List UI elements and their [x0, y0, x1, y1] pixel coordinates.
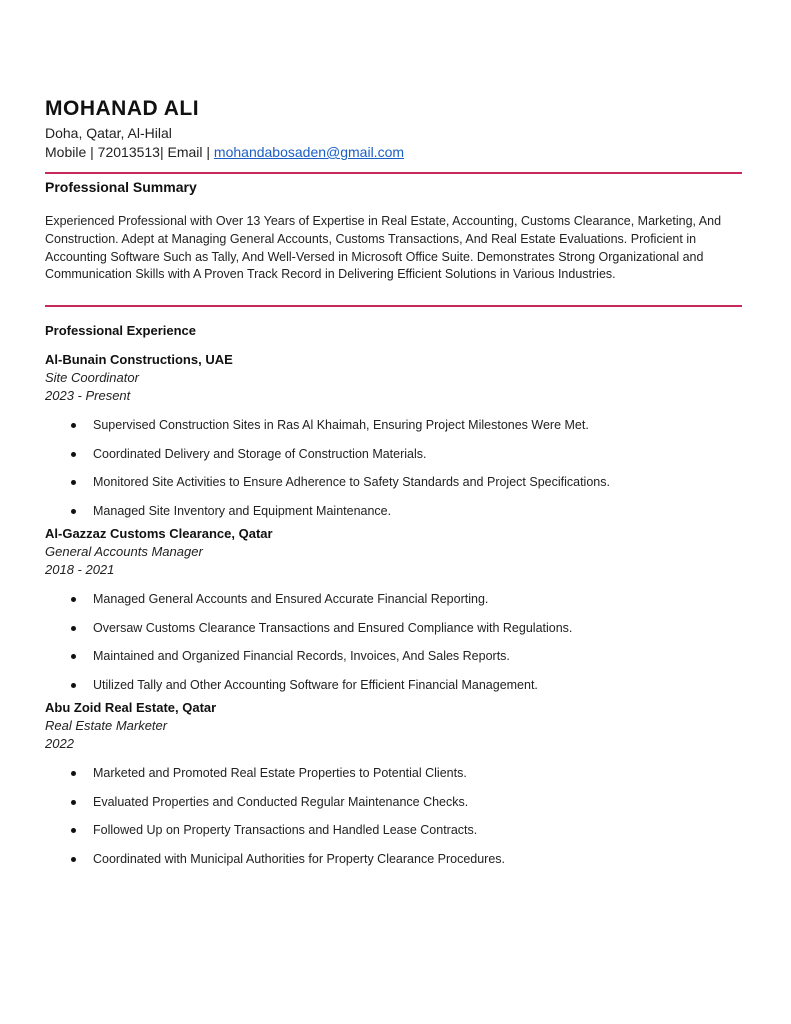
job-entry	[45, 351, 742, 525]
bullet-text: Managed Site Inventory and Equipment Maintenance.	[93, 503, 392, 518]
bullet-item	[45, 497, 742, 526]
bullet-text: Coordinated Delivery and Storage of Construction Materials.	[93, 446, 427, 461]
bullet-item	[45, 759, 742, 788]
bullet-icon	[71, 423, 76, 428]
job-company: Al-Bunain Constructions, UAE	[45, 352, 233, 368]
job-role: Site Coordinator	[45, 370, 139, 386]
location-line: Doha, Qatar, Al-Hilal	[45, 125, 172, 141]
experience-heading: Professional Experience	[45, 323, 197, 339]
bullet-icon	[71, 828, 76, 833]
bullet-icon	[71, 480, 76, 485]
bullet-icon	[71, 452, 76, 457]
bullet-icon	[71, 597, 76, 602]
job-company: Abu Zoid Real Estate, Qatar	[45, 700, 217, 716]
bullet-item	[45, 845, 742, 874]
bullet-text: Monitored Site Activities to Ensure Adherence to Safety Standards and Project Specifications.	[93, 475, 610, 490]
bullet-icon	[71, 771, 76, 776]
summary-heading: Professional Summary	[45, 179, 197, 195]
bullet-item	[45, 440, 742, 469]
bullet-icon	[71, 800, 76, 805]
job-entry	[45, 699, 742, 873]
bullet-item	[45, 585, 742, 614]
bullet-item	[45, 671, 742, 700]
email-label: | Email |	[159, 144, 214, 160]
email-link[interactable]: mohandabosaden@gmail.com	[213, 144, 405, 160]
bullet-item	[45, 411, 742, 440]
job-company: Al-Gazzaz Customs Clearance, Qatar	[45, 526, 273, 542]
bullet-icon	[71, 509, 76, 514]
job-dates: 2018 - 2021	[45, 562, 115, 578]
bullet-item	[45, 816, 742, 845]
resume-page	[45, 94, 742, 873]
job-role: Real Estate Marketer	[45, 718, 168, 734]
job-dates: 2023 - Present	[45, 388, 131, 404]
bullet-item	[45, 642, 742, 671]
candidate-name: MOHANAD ALI	[45, 97, 200, 120]
bullet-item	[45, 614, 742, 643]
bullet-text: Evaluated Properties and Conducted Regular Maintenance Checks.	[93, 794, 469, 809]
bullet-text: Maintained and Organized Financial Records, Invoices, And Sales Reports.	[93, 649, 510, 664]
bullet-icon	[71, 626, 76, 631]
mobile-number: 72013513	[97, 144, 160, 160]
bullet-item	[45, 468, 742, 497]
bullet-text: Followed Up on Property Transactions and Handled Lease Contracts.	[93, 823, 478, 838]
bullet-text: Supervised Construction Sites in Ras Al Khaimah, Ensuring Project Milestones Were Met.	[93, 418, 589, 433]
bullet-text: Oversaw Customs Clearance Transactions and Ensured Compliance with Regulations.	[93, 620, 573, 635]
bullet-text: Utilized Tally and Other Accounting Software for Efficient Financial Management.	[93, 677, 538, 692]
section-divider	[45, 172, 742, 174]
bullet-text: Managed General Accounts and Ensured Accurate Financial Reporting.	[93, 592, 489, 607]
bullet-icon	[71, 654, 76, 659]
job-dates: 2022	[45, 736, 74, 752]
section-divider	[45, 305, 742, 307]
job-bullets	[45, 759, 742, 873]
contact-line	[45, 143, 742, 162]
bullet-text: Coordinated with Municipal Authorities for Property Clearance Procedures.	[93, 851, 506, 866]
job-entry	[45, 525, 742, 699]
bullet-icon	[71, 857, 76, 862]
bullet-item	[45, 788, 742, 817]
bullet-text: Marketed and Promoted Real Estate Properties to Potential Clients.	[93, 766, 467, 781]
mobile-label: Mobile |	[45, 144, 98, 160]
summary-text: Experienced Professional with Over 13 Years of Expertise in Real Estate, Accounting, Customs Clearance, Marketing, And Construction. Adept at Managing General Accounts, Customs Transactions, And Real Estate Evaluations. Proficient in Accounting Software Such as Tally, And Well-Versed in Microsoft Office Suite. Demonstrates Strong Organizational and Communication Skills with A Proven Track Record in Delivering Efficient Solutions in Various Industries.	[45, 214, 722, 282]
job-bullets	[45, 411, 742, 525]
job-bullets	[45, 585, 742, 699]
bullet-icon	[71, 683, 76, 688]
job-role: General Accounts Manager	[45, 544, 203, 560]
